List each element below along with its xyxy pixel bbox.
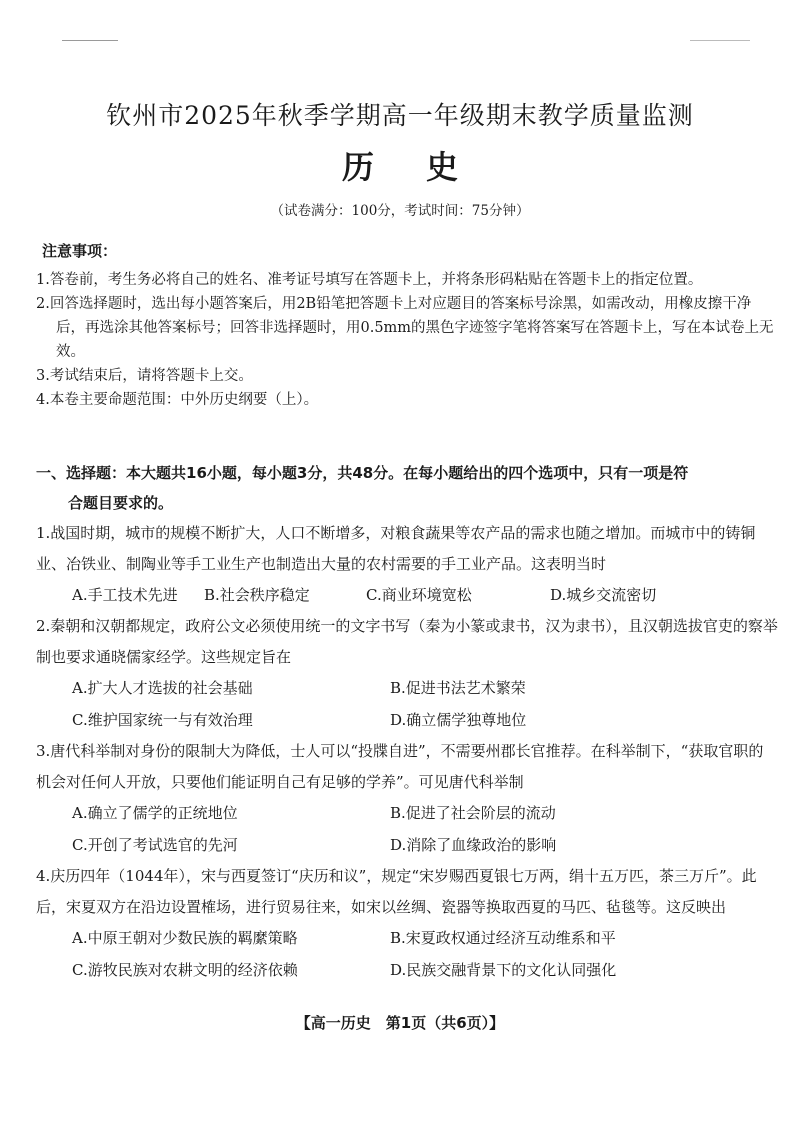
note-item: 1.答卷前，考生务必将自己的姓名、准考证号填写在答题卡上，并将条形码粘贴在答题卡上的指定位置。 xyxy=(36,272,703,288)
top-rule-right xyxy=(690,40,750,41)
section-line-2: 合题目要求的。 xyxy=(68,494,174,512)
note-item: 3.考试结束后，请将答题卡上交。 xyxy=(36,368,253,384)
question-stem: 4.庆历四年（1044年），宋与西夏签订“庆历和议”，规定“宋岁赐西夏银七万两，绢十五万匹，茶三万斤”。此后，宋夏双方在沿边设置榷场，进行贸易往来，如宋以丝绸、瓷器等换取西夏的马匹、毡毯等。这反映出 xyxy=(36,867,757,916)
question-options xyxy=(72,922,778,986)
top-rule-left xyxy=(62,40,118,41)
question-3 xyxy=(36,736,778,861)
notes-heading: 注意事项： xyxy=(42,242,118,260)
exam-meta: （试卷满分：100分，考试时间：75分钟） xyxy=(270,203,530,219)
option-b: B.宋夏政权通过经济互动维系和平 xyxy=(390,929,616,947)
question-options xyxy=(72,579,778,611)
question-options xyxy=(72,797,778,861)
question-list xyxy=(36,518,778,986)
option-b: B.促进了社会阶层的流动 xyxy=(390,804,556,822)
option-a: A.手工技术先进 xyxy=(72,586,178,604)
question-1 xyxy=(36,518,778,611)
option-d: D.城乡交流密切 xyxy=(550,586,657,604)
section-line-1: 一、选择题：本大题共16小题，每小题3分，共48分。在每小题给出的四个选项中，只有一项是符 xyxy=(36,464,689,482)
option-b: B.社会秩序稳定 xyxy=(204,586,310,604)
option-c: C.商业环境宽松 xyxy=(366,586,472,604)
question-4 xyxy=(36,861,778,986)
question-stem: 3.唐代科举制对身份的限制大为降低，士人可以“投牒自进”，不需要州郡长官推荐。在科举制下，“获取官职的机会对任何人开放，只要他们能证明自己有足够的学养”。可见唐代科举制 xyxy=(36,742,764,791)
exam-title: 钦州市2025年秋季学期高一年级期末教学质量监测 xyxy=(106,101,694,130)
subject-title: 历史 xyxy=(341,148,510,186)
option-d: D.确立儒学独尊地位 xyxy=(390,711,527,729)
question-2 xyxy=(36,611,778,736)
option-d: D.民族交融背景下的文化认同强化 xyxy=(390,961,617,979)
option-d: D.消除了血缘政治的影响 xyxy=(390,836,557,854)
option-c: C.维护国家统一与有效治理 xyxy=(72,711,253,729)
notes-list xyxy=(36,268,776,412)
note-item: 4.本卷主要命题范围：中外历史纲要（上）。 xyxy=(36,392,319,408)
option-a: A.扩大人才选拔的社会基础 xyxy=(72,679,253,697)
option-b: B.促进书法艺术繁荣 xyxy=(390,679,526,697)
option-c: C.游牧民族对农耕文明的经济依赖 xyxy=(72,961,298,979)
note-item: 2.回答选择题时，选出每小题答案后，用2B铅笔把答题卡上对应题目的答案标号涂黑，如需改动，用橡皮擦干净后，再选涂其他答案标号；回答非选择题时，用0.5mm的黑色字迹签字笔将答案写在答题卡上，写在本试卷上无效。 xyxy=(36,296,774,360)
question-options xyxy=(72,672,778,736)
question-stem: 1.战国时期，城市的规模不断扩大，人口不断增多，对粮食蔬果等农产品的需求也随之增加。而城市中的铸铜业、冶铁业、制陶业等手工业生产也制造出大量的农村需要的手工业产品。这表明当时 xyxy=(36,524,756,573)
option-c: C.开创了考试选官的先河 xyxy=(72,836,238,854)
question-stem: 2.秦朝和汉朝都规定，政府公文必须使用统一的文字书写（秦为小篆或隶书，汉为隶书），且汉朝选拔官吏的察举制也要求通晓儒家经学。这些规定旨在 xyxy=(36,617,778,666)
section-heading xyxy=(36,458,778,518)
option-a: A.中原王朝对少数民族的羁縻策略 xyxy=(72,929,298,947)
page-footer: 【高一历史 第1页（共6页）】 xyxy=(295,1014,505,1032)
option-a: A.确立了儒学的正统地位 xyxy=(72,804,238,822)
